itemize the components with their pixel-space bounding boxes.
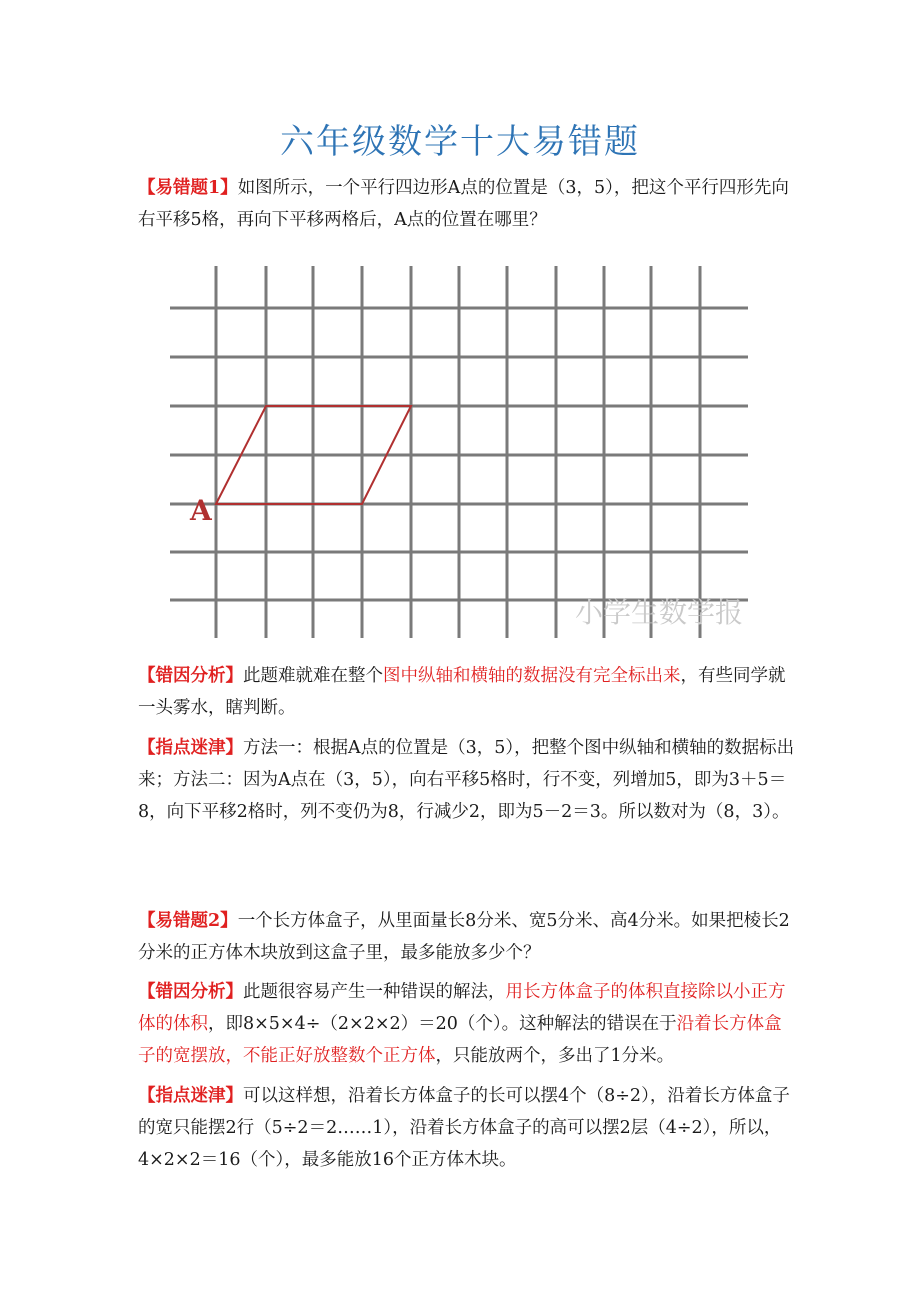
question-2 xyxy=(138,905,798,969)
grid-lines xyxy=(170,266,748,638)
analysis-1-tag: 【错因分析】 xyxy=(138,666,243,686)
grid-svg xyxy=(170,260,770,645)
question-1 xyxy=(138,172,798,236)
watermark: 小学生数学报 xyxy=(575,596,744,629)
analysis-1-after: ，有些同学就一头雾水，瞎判断。 xyxy=(138,666,786,718)
tip-1 xyxy=(138,732,798,828)
analysis-2-before: 此题很容易产生一种错误的解法， xyxy=(243,982,506,1002)
document-title: 六年级数学十大易错题 xyxy=(280,122,640,162)
tip-2-tag: 【指点迷津】 xyxy=(138,1086,243,1106)
tip-2 xyxy=(138,1080,798,1176)
analysis-1-highlight: 图中纵轴和横轴的数据没有完全标出来 xyxy=(383,666,681,686)
analysis-2-highlight-2: 沿着长方体盒子的宽摆放，不能正好放整数个正方体 xyxy=(138,1014,782,1066)
analysis-2-tag: 【错因分析】 xyxy=(138,982,243,1002)
tip-2-text: 可以这样想，沿着长方体盒子的长可以摆4个（8÷2），沿着长方体盒子的宽只能摆2行（5÷2＝2……1），沿着长方体盒子的高可以摆2层（4÷2），所以，4×2×2＝16（个），最多能放16个正方体木块。 xyxy=(138,1086,790,1170)
tip-1-tag: 【指点迷津】 xyxy=(138,738,243,758)
analysis-1-before: 此题难就难在整个 xyxy=(243,666,383,686)
analysis-2 xyxy=(138,976,798,1072)
question-2-tag: 【易错题2】 xyxy=(138,911,238,931)
analysis-1 xyxy=(138,660,798,724)
question-1-tag: 【易错题1】 xyxy=(138,178,238,198)
tip-1-text: 方法一：根据A点的位置是（3，5），把整个图中纵轴和横轴的数据标出来；方法二：因为A点在（3，5），向右平移5格时，行不变，列增加5，即为3＋5＝8，向下平移2格时，列不变仍为8，行减少2，即为5－2＝3。所以数对为（8，3）。 xyxy=(138,738,795,822)
analysis-2-after: ，只能放两个，多出了1分米。 xyxy=(435,1046,675,1066)
analysis-2-middle: ，即8×5×4÷（2×2×2）＝20（个）。这种解法的错误在于 xyxy=(208,1014,677,1034)
point-a-label: A xyxy=(190,494,212,527)
question-2-text: 一个长方体盒子，从里面量长8分米、宽5分米、高4分米。如果把棱长2分米的正方体木块放到这盒子里，最多能放多少个？ xyxy=(138,911,790,963)
question-1-text: 如图所示，一个平行四边形A点的位置是（3，5），把这个平行四形先向右平移5格，再向下平移两格后，A点的位置在哪里？ xyxy=(138,178,789,230)
grid-figure xyxy=(170,260,770,645)
analysis-2-highlight-1: 用长方体盒子的体积直接除以小正方体的体积 xyxy=(138,982,786,1034)
